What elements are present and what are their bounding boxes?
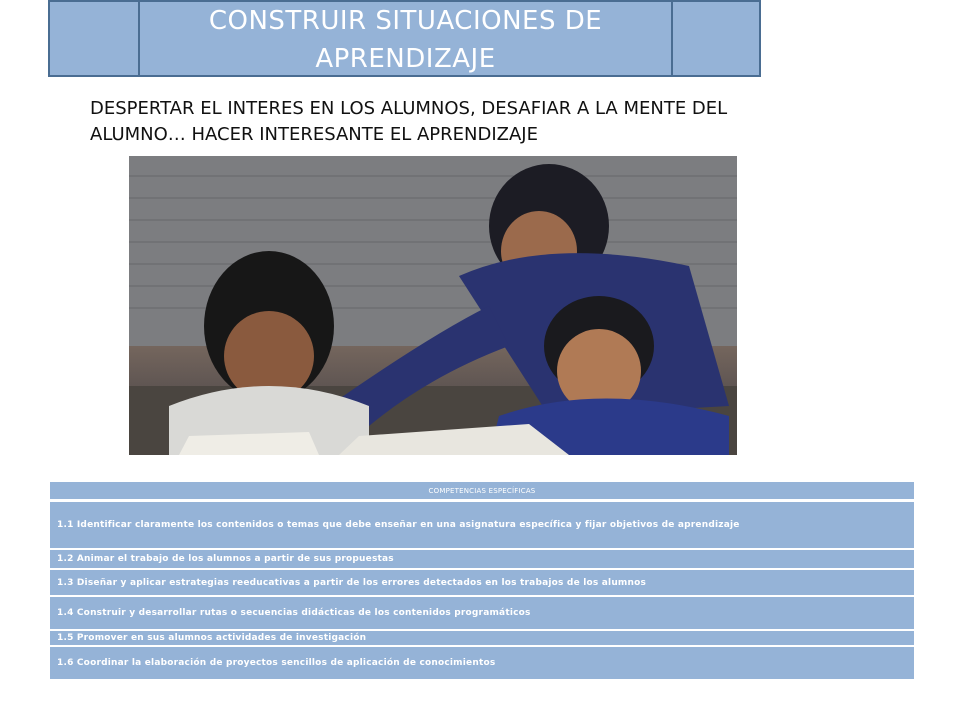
table-row: 1.4 Construir y desarrollar rutas o secuencias didácticas de los contenidos programáticos bbox=[50, 597, 914, 631]
classroom-photo bbox=[129, 156, 737, 455]
page-title-line-1: CONSTRUIR SITUACIONES DE bbox=[208, 5, 603, 36]
table-row: 1.1 Identificar claramente los contenidos o temas que debe enseñar en una asignatura específica y fijar objetivos de aprendizaje bbox=[50, 502, 914, 550]
competencias-table bbox=[50, 482, 914, 679]
table-header: COMPETENCIAS ESPECÍFICAS bbox=[50, 482, 914, 502]
table-row: 1.2 Animar el trabajo de los alumnos a partir de sus propuestas bbox=[50, 550, 914, 570]
table-row: 1.6 Coordinar la elaboración de proyectos sencillos de aplicación de conocimientos bbox=[50, 647, 914, 679]
table-row: 1.3 Diseñar y aplicar estrategias reeducativas a partir de los errores detectados en los trabajos de los alumnos bbox=[50, 570, 914, 597]
subtitle bbox=[90, 96, 850, 148]
classroom-photo-illustration bbox=[129, 156, 737, 455]
title-banner-left-cell bbox=[50, 2, 140, 75]
title-banner bbox=[48, 0, 761, 77]
title-banner-right-cell bbox=[673, 2, 761, 75]
subtitle-line-2: ALUMNO… HACER INTERESANTE EL APRENDIZAJE bbox=[90, 124, 538, 145]
page-title bbox=[209, 0, 602, 78]
page-title-line-2: APRENDIZAJE bbox=[315, 43, 496, 74]
title-banner-center-cell bbox=[140, 2, 673, 75]
table-row: 1.5 Promover en sus alumnos actividades de investigación bbox=[50, 631, 914, 647]
subtitle-line-1: DESPERTAR EL INTERES EN LOS ALUMNOS, DESAFIAR A LA MENTE DEL bbox=[90, 98, 728, 119]
